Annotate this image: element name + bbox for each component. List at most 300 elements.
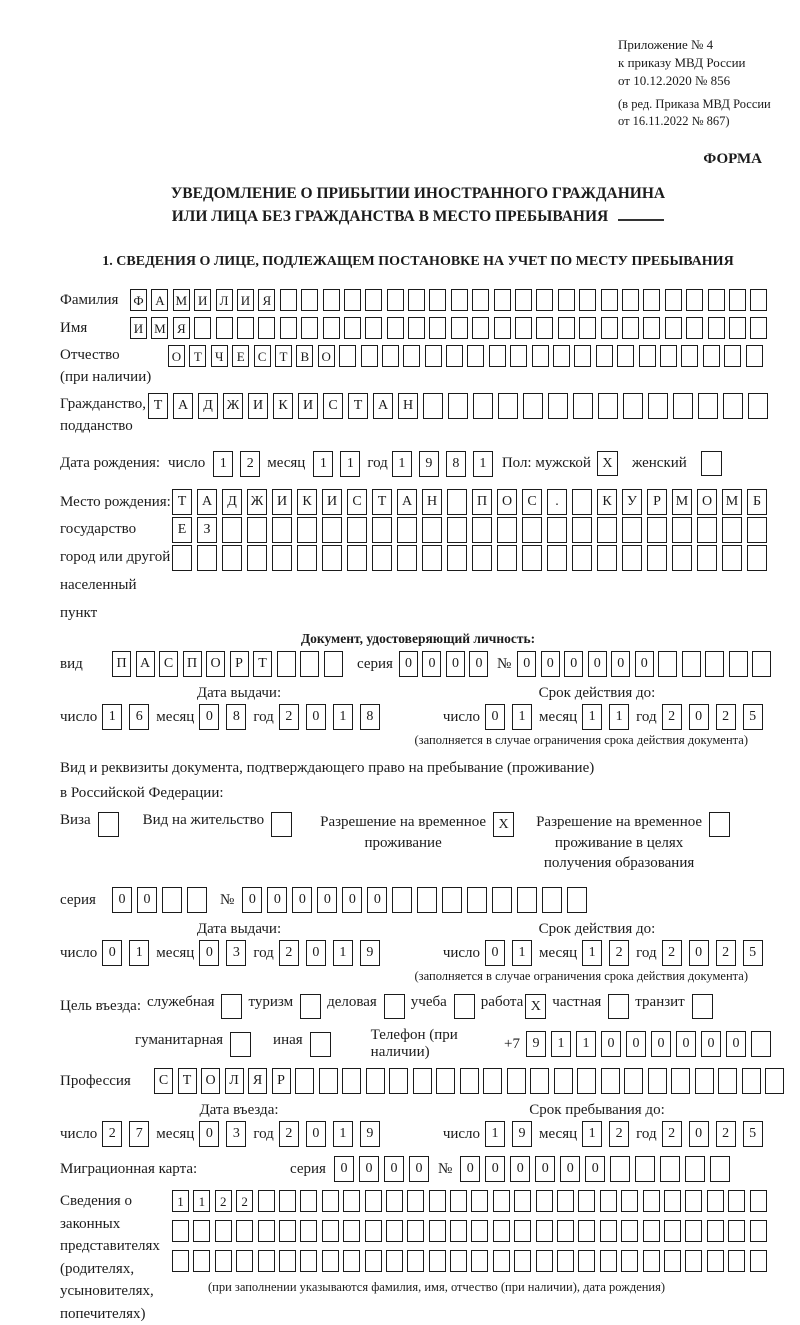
char-cell[interactable]: [222, 545, 242, 571]
char-cell[interactable]: [322, 1190, 339, 1212]
char-cell[interactable]: 0: [306, 940, 326, 966]
char-cell[interactable]: М: [722, 489, 742, 515]
char-cell[interactable]: А: [397, 489, 417, 515]
char-cell[interactable]: [697, 545, 717, 571]
char-cell[interactable]: [372, 545, 392, 571]
char-cell[interactable]: [597, 545, 617, 571]
char-cell[interactable]: [497, 545, 517, 571]
char-cell[interactable]: С: [323, 393, 343, 419]
char-cell[interactable]: [429, 1190, 446, 1212]
char-cell[interactable]: 8: [360, 704, 380, 730]
char-cell[interactable]: [557, 1250, 574, 1272]
char-cell[interactable]: 0: [626, 1031, 646, 1057]
char-cell[interactable]: М: [151, 317, 168, 339]
char-cell[interactable]: [671, 1068, 690, 1094]
char-cell[interactable]: [423, 393, 443, 419]
char-cell[interactable]: [494, 317, 511, 339]
char-cell[interactable]: [322, 517, 342, 543]
char-cell[interactable]: 9: [526, 1031, 546, 1057]
char-cell[interactable]: [300, 1190, 317, 1212]
char-cell[interactable]: [536, 1220, 553, 1242]
char-cell[interactable]: С: [159, 651, 178, 677]
char-cell[interactable]: 5: [743, 940, 763, 966]
char-cell[interactable]: [598, 393, 618, 419]
char-cell[interactable]: К: [273, 393, 293, 419]
char-cell[interactable]: А: [197, 489, 217, 515]
char-cell[interactable]: [472, 289, 489, 311]
char-cell[interactable]: [425, 345, 442, 367]
checkbox-cell[interactable]: [709, 812, 730, 837]
char-cell[interactable]: [403, 345, 420, 367]
char-cell[interactable]: 0: [306, 1121, 326, 1147]
char-cell[interactable]: [322, 1250, 339, 1272]
char-cell[interactable]: 2: [279, 1121, 299, 1147]
char-cell[interactable]: 0: [460, 1156, 480, 1182]
char-cell[interactable]: [573, 393, 593, 419]
char-cell[interactable]: [665, 317, 682, 339]
char-cell[interactable]: [522, 545, 542, 571]
char-cell[interactable]: К: [297, 489, 317, 515]
char-cell[interactable]: [258, 1190, 275, 1212]
char-cell[interactable]: [436, 1068, 455, 1094]
char-cell[interactable]: 0: [342, 887, 362, 913]
char-cell[interactable]: [514, 1250, 531, 1272]
char-cell[interactable]: [536, 289, 553, 311]
char-cell[interactable]: [647, 545, 667, 571]
char-cell[interactable]: [558, 289, 575, 311]
char-cell[interactable]: [517, 887, 537, 913]
char-cell[interactable]: [339, 345, 356, 367]
checkbox-cell[interactable]: [271, 812, 292, 837]
char-cell[interactable]: 0: [422, 651, 441, 677]
char-cell[interactable]: 0: [689, 940, 709, 966]
char-cell[interactable]: [558, 317, 575, 339]
char-cell[interactable]: [522, 517, 542, 543]
char-cell[interactable]: О: [168, 345, 185, 367]
char-cell[interactable]: [578, 1250, 595, 1272]
checkbox-cell[interactable]: [701, 451, 722, 476]
char-cell[interactable]: 0: [689, 1121, 709, 1147]
char-cell[interactable]: [272, 517, 292, 543]
char-cell[interactable]: 0: [689, 704, 709, 730]
char-cell[interactable]: О: [201, 1068, 220, 1094]
char-cell[interactable]: [451, 289, 468, 311]
char-cell[interactable]: О: [206, 651, 225, 677]
char-cell[interactable]: 0: [510, 1156, 530, 1182]
char-cell[interactable]: 2: [662, 940, 682, 966]
char-cell[interactable]: 5: [743, 704, 763, 730]
char-cell[interactable]: [703, 345, 720, 367]
checkbox-cell[interactable]: [608, 994, 629, 1019]
char-cell[interactable]: [366, 1068, 385, 1094]
char-cell[interactable]: [222, 517, 242, 543]
char-cell[interactable]: Я: [173, 317, 190, 339]
char-cell[interactable]: П: [472, 489, 492, 515]
char-cell[interactable]: 0: [588, 651, 607, 677]
char-cell[interactable]: С: [154, 1068, 173, 1094]
char-cell[interactable]: 0: [409, 1156, 429, 1182]
char-cell[interactable]: 1: [582, 940, 602, 966]
char-cell[interactable]: [600, 1190, 617, 1212]
char-cell[interactable]: Р: [230, 651, 249, 677]
char-cell[interactable]: [578, 1220, 595, 1242]
char-cell[interactable]: И: [194, 289, 211, 311]
char-cell[interactable]: [697, 517, 717, 543]
char-cell[interactable]: Т: [189, 345, 206, 367]
char-cell[interactable]: [387, 289, 404, 311]
char-cell[interactable]: 0: [485, 1156, 505, 1182]
char-cell[interactable]: [297, 545, 317, 571]
char-cell[interactable]: [728, 1190, 745, 1212]
char-cell[interactable]: [451, 317, 468, 339]
char-cell[interactable]: 0: [334, 1156, 354, 1182]
char-cell[interactable]: 1: [582, 1121, 602, 1147]
char-cell[interactable]: [548, 393, 568, 419]
char-cell[interactable]: [280, 317, 297, 339]
char-cell[interactable]: [635, 1156, 655, 1182]
char-cell[interactable]: 2: [609, 940, 629, 966]
char-cell[interactable]: [747, 545, 767, 571]
char-cell[interactable]: [279, 1250, 296, 1272]
char-cell[interactable]: Е: [232, 345, 249, 367]
char-cell[interactable]: 2: [609, 1121, 629, 1147]
char-cell[interactable]: [172, 1250, 189, 1272]
char-cell[interactable]: Л: [216, 289, 233, 311]
char-cell[interactable]: [685, 1190, 702, 1212]
char-cell[interactable]: [722, 545, 742, 571]
char-cell[interactable]: [572, 545, 592, 571]
char-cell[interactable]: 3: [226, 1121, 246, 1147]
char-cell[interactable]: [685, 1250, 702, 1272]
char-cell[interactable]: [750, 1220, 767, 1242]
char-cell[interactable]: [493, 1190, 510, 1212]
char-cell[interactable]: [187, 887, 207, 913]
char-cell[interactable]: 2: [716, 704, 736, 730]
char-cell[interactable]: [601, 317, 618, 339]
char-cell[interactable]: [197, 545, 217, 571]
char-cell[interactable]: И: [272, 489, 292, 515]
char-cell[interactable]: [639, 345, 656, 367]
char-cell[interactable]: [494, 289, 511, 311]
char-cell[interactable]: [557, 1220, 574, 1242]
char-cell[interactable]: [215, 1220, 232, 1242]
char-cell[interactable]: 0: [611, 651, 630, 677]
char-cell[interactable]: 1: [340, 451, 360, 477]
char-cell[interactable]: [722, 517, 742, 543]
char-cell[interactable]: П: [183, 651, 202, 677]
char-cell[interactable]: [344, 317, 361, 339]
char-cell[interactable]: [600, 1220, 617, 1242]
char-cell[interactable]: А: [173, 393, 193, 419]
char-cell[interactable]: [365, 1250, 382, 1272]
char-cell[interactable]: [723, 393, 743, 419]
char-cell[interactable]: [643, 1250, 660, 1272]
char-cell[interactable]: [536, 1190, 553, 1212]
char-cell[interactable]: 0: [585, 1156, 605, 1182]
char-cell[interactable]: [237, 317, 254, 339]
char-cell[interactable]: [695, 1068, 714, 1094]
char-cell[interactable]: [448, 393, 468, 419]
char-cell[interactable]: Т: [253, 651, 272, 677]
char-cell[interactable]: [493, 1220, 510, 1242]
char-cell[interactable]: [621, 1190, 638, 1212]
char-cell[interactable]: [450, 1190, 467, 1212]
char-cell[interactable]: [365, 1190, 382, 1212]
char-cell[interactable]: [729, 651, 748, 677]
char-cell[interactable]: [547, 545, 567, 571]
char-cell[interactable]: 2: [215, 1190, 232, 1212]
char-cell[interactable]: 0: [446, 651, 465, 677]
char-cell[interactable]: [301, 289, 318, 311]
char-cell[interactable]: [578, 1190, 595, 1212]
char-cell[interactable]: [343, 1220, 360, 1242]
char-cell[interactable]: О: [318, 345, 335, 367]
char-cell[interactable]: [624, 1068, 643, 1094]
char-cell[interactable]: 0: [359, 1156, 379, 1182]
char-cell[interactable]: [343, 1250, 360, 1272]
char-cell[interactable]: [429, 317, 446, 339]
char-cell[interactable]: [547, 517, 567, 543]
char-cell[interactable]: Б: [747, 489, 767, 515]
char-cell[interactable]: [664, 1250, 681, 1272]
char-cell[interactable]: [493, 1250, 510, 1272]
char-cell[interactable]: [507, 1068, 526, 1094]
char-cell[interactable]: 0: [485, 704, 505, 730]
char-cell[interactable]: [557, 1190, 574, 1212]
char-cell[interactable]: [596, 345, 613, 367]
char-cell[interactable]: [752, 651, 771, 677]
char-cell[interactable]: [686, 289, 703, 311]
char-cell[interactable]: [579, 317, 596, 339]
char-cell[interactable]: [685, 1156, 705, 1182]
char-cell[interactable]: [647, 517, 667, 543]
char-cell[interactable]: С: [522, 489, 542, 515]
char-cell[interactable]: 1: [512, 940, 532, 966]
char-cell[interactable]: [523, 393, 543, 419]
char-cell[interactable]: [622, 517, 642, 543]
char-cell[interactable]: [765, 1068, 784, 1094]
char-cell[interactable]: [324, 651, 343, 677]
char-cell[interactable]: [682, 651, 701, 677]
char-cell[interactable]: [172, 1220, 189, 1242]
char-cell[interactable]: [447, 517, 467, 543]
char-cell[interactable]: 8: [226, 704, 246, 730]
char-cell[interactable]: [554, 1068, 573, 1094]
char-cell[interactable]: Т: [172, 489, 192, 515]
char-cell[interactable]: [672, 545, 692, 571]
char-cell[interactable]: Я: [258, 289, 275, 311]
char-cell[interactable]: Ж: [247, 489, 267, 515]
char-cell[interactable]: [748, 393, 768, 419]
char-cell[interactable]: Е: [172, 517, 192, 543]
char-cell[interactable]: [442, 887, 462, 913]
char-cell[interactable]: [724, 345, 741, 367]
char-cell[interactable]: [600, 1250, 617, 1272]
char-cell[interactable]: [407, 1190, 424, 1212]
char-cell[interactable]: [407, 1250, 424, 1272]
char-cell[interactable]: [344, 289, 361, 311]
char-cell[interactable]: 0: [367, 887, 387, 913]
char-cell[interactable]: [397, 517, 417, 543]
char-cell[interactable]: 2: [662, 1121, 682, 1147]
char-cell[interactable]: [467, 887, 487, 913]
char-cell[interactable]: 1: [576, 1031, 596, 1057]
char-cell[interactable]: [718, 1068, 737, 1094]
char-cell[interactable]: [407, 1220, 424, 1242]
char-cell[interactable]: Д: [198, 393, 218, 419]
char-cell[interactable]: [408, 317, 425, 339]
char-cell[interactable]: [572, 517, 592, 543]
char-cell[interactable]: В: [296, 345, 313, 367]
char-cell[interactable]: [194, 317, 211, 339]
char-cell[interactable]: [277, 651, 296, 677]
char-cell[interactable]: [747, 517, 767, 543]
char-cell[interactable]: 2: [662, 704, 682, 730]
char-cell[interactable]: Т: [148, 393, 168, 419]
char-cell[interactable]: 0: [384, 1156, 404, 1182]
char-cell[interactable]: [297, 517, 317, 543]
char-cell[interactable]: [622, 289, 639, 311]
char-cell[interactable]: [301, 317, 318, 339]
char-cell[interactable]: [247, 545, 267, 571]
char-cell[interactable]: [417, 887, 437, 913]
char-cell[interactable]: [300, 651, 319, 677]
char-cell[interactable]: [279, 1190, 296, 1212]
char-cell[interactable]: [698, 393, 718, 419]
char-cell[interactable]: [750, 317, 767, 339]
char-cell[interactable]: [660, 345, 677, 367]
char-cell[interactable]: [710, 1156, 730, 1182]
char-cell[interactable]: 0: [317, 887, 337, 913]
char-cell[interactable]: [323, 289, 340, 311]
char-cell[interactable]: [643, 1190, 660, 1212]
char-cell[interactable]: 0: [469, 651, 488, 677]
char-cell[interactable]: [386, 1250, 403, 1272]
char-cell[interactable]: [510, 345, 527, 367]
char-cell[interactable]: [623, 393, 643, 419]
char-cell[interactable]: [247, 517, 267, 543]
checkbox-cell[interactable]: [310, 1032, 331, 1057]
char-cell[interactable]: [498, 393, 518, 419]
char-cell[interactable]: С: [347, 489, 367, 515]
char-cell[interactable]: 0: [399, 651, 418, 677]
checkbox-cell[interactable]: [454, 994, 475, 1019]
char-cell[interactable]: [685, 1220, 702, 1242]
char-cell[interactable]: [643, 1220, 660, 1242]
char-cell[interactable]: [572, 489, 592, 515]
char-cell[interactable]: [601, 289, 618, 311]
char-cell[interactable]: [386, 1220, 403, 1242]
char-cell[interactable]: [574, 345, 591, 367]
char-cell[interactable]: [542, 887, 562, 913]
char-cell[interactable]: [386, 1190, 403, 1212]
char-cell[interactable]: [193, 1220, 210, 1242]
char-cell[interactable]: [681, 345, 698, 367]
char-cell[interactable]: [471, 1190, 488, 1212]
char-cell[interactable]: [236, 1250, 253, 1272]
checkbox-cell[interactable]: [98, 812, 119, 837]
char-cell[interactable]: [162, 887, 182, 913]
char-cell[interactable]: И: [322, 489, 342, 515]
char-cell[interactable]: [422, 517, 442, 543]
char-cell[interactable]: Н: [398, 393, 418, 419]
char-cell[interactable]: 2: [236, 1190, 253, 1212]
char-cell[interactable]: 0: [267, 887, 287, 913]
char-cell[interactable]: 0: [564, 651, 583, 677]
char-cell[interactable]: [729, 317, 746, 339]
char-cell[interactable]: [665, 289, 682, 311]
char-cell[interactable]: [664, 1220, 681, 1242]
char-cell[interactable]: [216, 317, 233, 339]
char-cell[interactable]: [660, 1156, 680, 1182]
char-cell[interactable]: Ж: [223, 393, 243, 419]
char-cell[interactable]: 0: [137, 887, 157, 913]
char-cell[interactable]: [751, 1031, 771, 1057]
char-cell[interactable]: [450, 1250, 467, 1272]
checkbox-cell[interactable]: [221, 994, 242, 1019]
char-cell[interactable]: 5: [743, 1121, 763, 1147]
char-cell[interactable]: [322, 545, 342, 571]
char-cell[interactable]: [536, 317, 553, 339]
checkbox-cell[interactable]: [692, 994, 713, 1019]
char-cell[interactable]: [622, 317, 639, 339]
char-cell[interactable]: [708, 317, 725, 339]
char-cell[interactable]: А: [373, 393, 393, 419]
checkbox-cell[interactable]: [230, 1032, 251, 1057]
char-cell[interactable]: [342, 1068, 361, 1094]
char-cell[interactable]: [617, 345, 634, 367]
char-cell[interactable]: 0: [517, 651, 536, 677]
char-cell[interactable]: [658, 651, 677, 677]
char-cell[interactable]: [472, 317, 489, 339]
char-cell[interactable]: 0: [701, 1031, 721, 1057]
char-cell[interactable]: Я: [248, 1068, 267, 1094]
char-cell[interactable]: [750, 289, 767, 311]
char-cell[interactable]: 0: [112, 887, 132, 913]
char-cell[interactable]: [648, 1068, 667, 1094]
char-cell[interactable]: [172, 545, 192, 571]
char-cell[interactable]: 2: [716, 940, 736, 966]
char-cell[interactable]: [471, 1250, 488, 1272]
char-cell[interactable]: [514, 1220, 531, 1242]
char-cell[interactable]: [728, 1220, 745, 1242]
char-cell[interactable]: 1: [392, 451, 412, 477]
char-cell[interactable]: [664, 1190, 681, 1212]
char-cell[interactable]: [673, 393, 693, 419]
char-cell[interactable]: 2: [102, 1121, 122, 1147]
char-cell[interactable]: 1: [473, 451, 493, 477]
char-cell[interactable]: [472, 545, 492, 571]
char-cell[interactable]: 2: [279, 940, 299, 966]
char-cell[interactable]: [408, 289, 425, 311]
char-cell[interactable]: [648, 393, 668, 419]
char-cell[interactable]: [467, 345, 484, 367]
char-cell[interactable]: [279, 1220, 296, 1242]
char-cell[interactable]: О: [697, 489, 717, 515]
char-cell[interactable]: [236, 1220, 253, 1242]
char-cell[interactable]: [577, 1068, 596, 1094]
char-cell[interactable]: [272, 545, 292, 571]
char-cell[interactable]: [300, 1250, 317, 1272]
char-cell[interactable]: 9: [419, 451, 439, 477]
char-cell[interactable]: [532, 345, 549, 367]
char-cell[interactable]: 1: [333, 940, 353, 966]
char-cell[interactable]: [447, 489, 467, 515]
char-cell[interactable]: Т: [372, 489, 392, 515]
char-cell[interactable]: 0: [102, 940, 122, 966]
char-cell[interactable]: [750, 1190, 767, 1212]
char-cell[interactable]: [489, 345, 506, 367]
